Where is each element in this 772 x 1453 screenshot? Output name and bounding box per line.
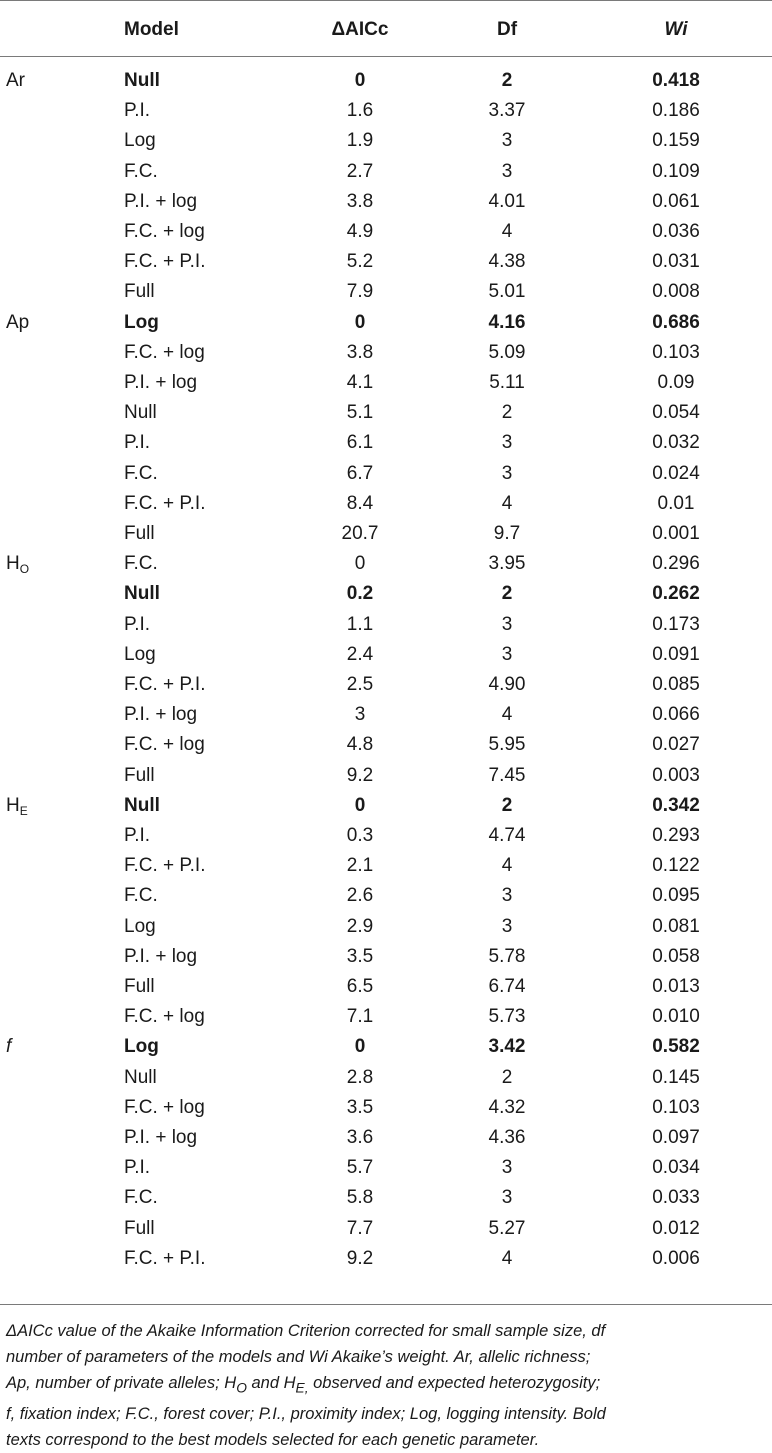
aicc-cell: 6.5 [346, 976, 374, 997]
table-row [0, 459, 772, 489]
model-cell: F.C. [124, 160, 158, 182]
table-row [0, 670, 772, 700]
wi-cell: 0.010 [652, 1006, 700, 1028]
model-cell: Null [124, 583, 160, 605]
header-rule [0, 56, 772, 57]
model-cell: Log [124, 130, 156, 152]
df-cell: 4.38 [488, 251, 526, 273]
wi-cell: 0.103 [652, 1096, 700, 1118]
wi-cell: 0.085 [652, 674, 700, 695]
df-cell: 3 [501, 643, 513, 665]
wi-cell: 0.061 [652, 190, 700, 212]
df-cell: 4.36 [488, 1127, 526, 1148]
table-row [0, 700, 772, 730]
aicc-cell: 2.1 [346, 855, 374, 877]
wi-cell: 0.006 [652, 1247, 700, 1269]
aicc-cell: 5.8 [346, 1187, 374, 1209]
aicc-cell: 0 [354, 553, 366, 575]
model-cell: F.C. [124, 553, 158, 575]
df-cell: 3 [501, 130, 513, 152]
wi-cell: 0.418 [652, 70, 700, 91]
model-cell: F.C. + log [124, 1096, 205, 1118]
model-cell: P.I. + log [124, 190, 198, 212]
aicc-cell: 2.5 [346, 674, 374, 695]
wi-cell: 0.003 [652, 764, 700, 786]
wi-cell: 0.058 [652, 945, 700, 967]
wi-cell: 0.024 [652, 462, 700, 484]
aicc-cell: 9.2 [346, 1247, 374, 1269]
aicc-cell: 0 [354, 1036, 366, 1058]
aicc-cell: 5.1 [346, 402, 374, 424]
df-cell: 3 [501, 432, 513, 454]
footnote-line: number of parameters of the models and Wi Akaike’s weight. Ar, allelic richness; [6, 1348, 591, 1366]
wi-cell: 0.09 [657, 372, 695, 393]
model-cell: Null [124, 70, 160, 91]
model-cell: Full [124, 523, 155, 544]
model-cell: Null [124, 794, 160, 816]
df-cell: 3 [501, 160, 513, 182]
df-cell: 4.32 [488, 1096, 526, 1118]
header-row [0, 12, 772, 48]
aicc-cell: 7.1 [346, 1006, 374, 1028]
df-cell: 4 [501, 704, 513, 726]
footnote-line: texts correspond to the best models selected for each genetic parameter. [6, 1431, 540, 1450]
df-cell: 5.73 [488, 1006, 526, 1028]
parameter-label: Ar [6, 70, 25, 91]
wi-cell: 0.095 [652, 885, 700, 907]
df-cell: 4.16 [488, 311, 526, 333]
aicc-cell: 5.7 [346, 1157, 374, 1179]
wi-cell: 0.173 [652, 613, 700, 635]
aicc-cell: 2.9 [346, 915, 374, 937]
wi-cell: 0.109 [652, 160, 700, 182]
model-cell: P.I. + log [124, 1127, 198, 1148]
df-cell: 5.01 [488, 281, 526, 303]
df-cell: 3 [501, 885, 513, 907]
wi-cell: 0.145 [652, 1066, 700, 1088]
aicc-cell: 3.8 [346, 341, 374, 363]
wi-cell: 0.091 [652, 643, 700, 665]
aicc-cell: 3.5 [346, 1096, 374, 1118]
table-row [0, 308, 772, 338]
df-cell: 5.11 [489, 372, 525, 393]
aicc-cell: 4.1 [346, 372, 374, 393]
df-cell: 2 [501, 794, 513, 816]
df-cell: 5.95 [488, 734, 526, 756]
parameter-label-subscript: E [19, 803, 28, 818]
model-cell: F.C. [124, 1187, 158, 1209]
model-cell: P.I. + log [124, 704, 198, 726]
model-cell: Full [124, 976, 155, 997]
aicc-cell: 5.2 [346, 251, 374, 273]
model-cell: F.C. + log [124, 734, 205, 756]
aicc-cell: 3.8 [346, 190, 374, 212]
aicc-cell: 3.6 [346, 1127, 374, 1148]
model-cell: P.I. [124, 432, 151, 454]
aicc-cell: 7.9 [346, 281, 374, 303]
footnote-line: f, fixation index; F.C., forest cover; P.I., proximity index; Log, logging intensity. Bold [6, 1405, 606, 1424]
model-cell: P.I. [124, 1157, 151, 1179]
wi-cell: 0.122 [652, 855, 700, 877]
table-row [0, 1002, 772, 1032]
model-cell: F.C. [124, 885, 158, 907]
aicc-cell: 8.4 [346, 492, 374, 514]
df-cell: 4 [501, 1247, 513, 1269]
header-model: Model [124, 19, 179, 40]
wi-cell: 0.012 [652, 1217, 700, 1239]
aicc-cell: 0 [354, 311, 366, 333]
model-cell: P.I. + log [124, 372, 198, 393]
df-cell: 2 [501, 402, 513, 424]
aicc-cell: 3 [354, 704, 366, 726]
header-df: Df [496, 19, 518, 40]
df-cell: 3 [501, 1157, 513, 1179]
aicc-cell: 6.7 [346, 462, 374, 484]
model-cell: F.C. + log [124, 1006, 205, 1028]
model-cell: F.C. [124, 462, 158, 484]
table-row [0, 640, 772, 670]
table-row [0, 1093, 772, 1123]
table-row [0, 730, 772, 760]
table-row [0, 761, 772, 791]
aicc-cell: 1.6 [346, 100, 374, 122]
wi-cell: 0.186 [652, 100, 700, 122]
table-row [0, 519, 772, 549]
aicc-cell: 0.2 [346, 583, 374, 605]
model-cell: P.I. [124, 100, 151, 122]
table-row [0, 489, 772, 519]
wi-cell: 0.296 [652, 553, 700, 575]
df-cell: 3.95 [488, 553, 526, 575]
parameter-label-base: H [6, 553, 20, 575]
wi-cell: 0.262 [652, 583, 700, 605]
df-cell: 3.37 [488, 100, 526, 122]
model-cell: F.C. + P.I. [124, 1247, 206, 1269]
wi-cell: 0.008 [652, 281, 700, 303]
df-cell: 4.74 [488, 825, 526, 846]
table-row [0, 821, 772, 851]
table-row [0, 66, 772, 96]
model-cell: P.I. [124, 825, 151, 846]
aicc-cell: 9.2 [346, 764, 374, 786]
df-cell: 2 [501, 1066, 513, 1088]
footnote-line: ΔAICc value of the Akaike Information Criterion corrected for small sample size, df [6, 1322, 606, 1340]
model-cell: Full [124, 1217, 155, 1239]
table-footnote [6, 1318, 766, 1453]
model-cell: F.C. + log [124, 341, 205, 363]
table-row [0, 1032, 772, 1062]
df-cell: 2 [501, 583, 513, 605]
table-row [0, 1214, 772, 1244]
df-cell: 5.09 [488, 341, 526, 363]
model-cell: Null [124, 402, 157, 424]
aicc-cell: 1.9 [346, 130, 374, 152]
aicc-cell: 2.4 [346, 643, 374, 665]
table-row [0, 1063, 772, 1093]
footnote-line: Ap, number of private alleles; $H_O$ and $H_{E,}$ observed and expected heterozygosity; [6, 1374, 601, 1396]
parameter-label-base: H [6, 794, 20, 816]
df-cell: 6.74 [488, 976, 526, 997]
model-cell: F.C. + log [124, 221, 205, 242]
table-row [0, 338, 772, 368]
table-row [0, 368, 772, 398]
table-row [0, 277, 772, 307]
model-cell: F.C. + P.I. [124, 492, 206, 514]
table-row [0, 1183, 772, 1213]
table-row [0, 1244, 772, 1274]
model-cell: Log [124, 643, 156, 665]
table-row [0, 398, 772, 428]
table-row [0, 428, 772, 458]
bottom-rule [0, 1304, 772, 1305]
table-row [0, 157, 772, 187]
aicc-cell: 2.6 [346, 885, 374, 907]
aicc-cell: 7.7 [346, 1217, 374, 1239]
aicc-cell: 1.1 [346, 613, 374, 635]
wi-cell: 0.066 [652, 704, 700, 726]
table-row [0, 187, 772, 217]
wi-cell: 0.342 [652, 794, 700, 816]
df-cell: 4 [501, 221, 513, 242]
table-row [0, 791, 772, 821]
parameter-label: Ap [6, 311, 30, 333]
table-row [0, 972, 772, 1002]
df-cell: 3 [501, 462, 513, 484]
wi-cell: 0.054 [652, 402, 700, 424]
wi-cell: 0.097 [652, 1127, 700, 1148]
wi-cell: 0.036 [652, 221, 700, 242]
wi-cell: 0.031 [652, 251, 700, 273]
table-row [0, 912, 772, 942]
header-aicc: ΔAICc [331, 19, 389, 40]
wi-cell: 0.103 [652, 341, 700, 363]
table-row [0, 126, 772, 156]
wi-cell: 0.034 [652, 1157, 700, 1179]
df-cell: 5.78 [488, 945, 526, 967]
df-cell: 7.45 [488, 764, 526, 786]
table-row [0, 579, 772, 609]
df-cell: 3 [501, 915, 513, 937]
model-cell: Log [124, 311, 159, 333]
aicc-cell: 6.1 [346, 432, 374, 454]
model-cell: P.I. + log [124, 945, 198, 967]
wi-cell: 0.013 [652, 976, 700, 997]
aicc-cell: 3.5 [346, 945, 374, 967]
model-cell: F.C. + P.I. [124, 855, 206, 877]
aicc-cell: 0 [354, 794, 366, 816]
table-row [0, 549, 772, 579]
df-cell: 4.90 [488, 674, 526, 695]
wi-cell: 0.027 [652, 734, 700, 756]
top-rule [0, 0, 772, 1]
table-row [0, 851, 772, 881]
aicc-cell: 0.3 [346, 825, 374, 846]
wi-cell: 0.033 [652, 1187, 700, 1209]
df-cell: 2 [501, 70, 513, 91]
model-cell: P.I. [124, 613, 151, 635]
model-cell: Full [124, 764, 155, 786]
df-cell: 3 [501, 613, 513, 635]
wi-cell: 0.582 [652, 1036, 700, 1058]
parameter-label-subscript: O [19, 562, 30, 577]
wi-cell: 0.001 [652, 523, 700, 544]
aicc-cell: 2.7 [346, 160, 374, 182]
wi-cell: 0.01 [657, 492, 695, 514]
df-cell: 9.7 [493, 523, 521, 544]
aicc-cell: 2.8 [346, 1066, 374, 1088]
header-wi: Wi [664, 19, 688, 40]
model-cell: F.C. + P.I. [124, 674, 206, 695]
wi-cell: 0.081 [652, 915, 700, 937]
table-row [0, 96, 772, 126]
aicc-cell: 0 [354, 70, 366, 91]
wi-cell: 0.159 [652, 130, 700, 152]
model-cell: F.C. + P.I. [124, 251, 206, 273]
table-row [0, 247, 772, 277]
df-cell: 3.42 [488, 1036, 526, 1058]
table-row [0, 1123, 772, 1153]
table-row [0, 217, 772, 247]
wi-cell: 0.293 [652, 825, 700, 846]
wi-cell: 0.686 [652, 311, 700, 333]
df-cell: 3 [501, 1187, 513, 1209]
table-row [0, 942, 772, 972]
parameter-label: f [6, 1036, 12, 1058]
aicc-cell: 4.8 [346, 734, 374, 756]
table-row [0, 1153, 772, 1183]
aicc-cell: 20.7 [341, 523, 379, 544]
df-cell: 5.27 [488, 1217, 526, 1239]
model-cell: Null [124, 1066, 157, 1088]
model-cell: Log [124, 915, 156, 937]
model-cell: Log [124, 1036, 159, 1058]
df-cell: 4 [501, 492, 513, 514]
model-cell: Full [124, 281, 155, 303]
aicc-cell: 4.9 [346, 221, 374, 242]
df-cell: 4.01 [488, 190, 526, 212]
table-row [0, 881, 772, 911]
wi-cell: 0.032 [652, 432, 700, 454]
table-row [0, 610, 772, 640]
df-cell: 4 [501, 855, 513, 877]
